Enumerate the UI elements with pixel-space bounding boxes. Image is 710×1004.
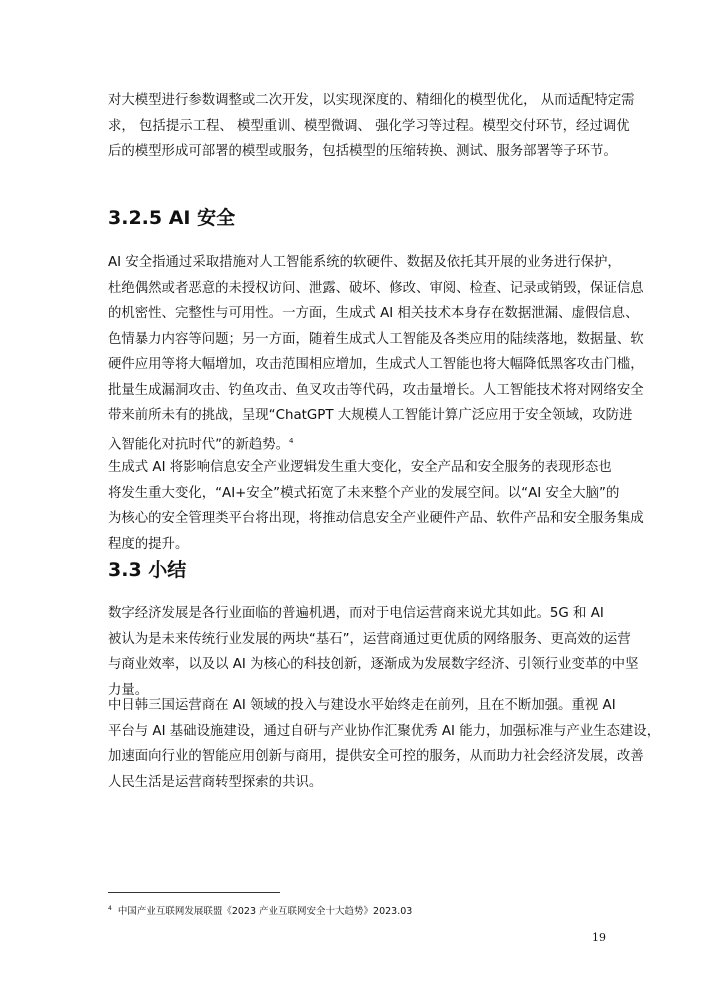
section-heading-summary: 3.3 小结 [108,559,187,581]
text-line: 被认为是未来传统行业发展的两块“基石”，运营商通过更优质的网络服务、更高效的运营 [108,631,631,647]
footnote-divider [108,892,280,893]
paragraph-summary-digital-economy [108,601,639,703]
text-line: 程度的提升。 [108,536,189,552]
text-line: AI 安全指通过采取措施对人工智能系统的软硬件、数据及依托其开展的业务进行保护， [108,255,621,270]
text-line: 为核心的安全管理类平台将出现，将推动信息安全产业硬件产品、软件产品和安全服务集成 [108,511,644,526]
text-line: 数字经济发展是各行业面临的普遍机遇，而对于电信运营商来说尤其如此。5G 和 AI [108,606,604,621]
footnote-text: 中国产业互联网发展联盟《2023 产业互联网安全十大趋势》2023.03 [117,906,413,918]
text-line: 硬件应用等将大幅增加，攻击范围相应增加，生成式人工智能也将大幅降低黑客攻击门槛， [108,357,644,372]
section-heading-ai-security: 3.2.5 AI 安全 [108,207,236,229]
text-line: 加速面向行业的智能应用创新与商用，提供安全可控的服务，从而助力社会经济发展，改善 [108,749,644,764]
page-number: 19 [592,931,606,944]
text-fragment: 入智能化对抗时代”的新趋势。 [108,436,290,452]
text-line: 带来前所未有的挑战，呈现“ChatGPT 大规模人工智能计算广泛应用于安全领域，攻防进 [108,408,633,423]
text-line: 批量生成漏洞攻击、钓鱼攻击、鱼叉攻击等代码，攻击量增长。人工智能技术将对网络安全 [108,382,644,398]
text-line: 将发生重大变化，“AI+安全”模式拓宽了未来整个产业的发展空间。以“AI 安全大脑”的 [108,485,620,501]
footnote-mark: 4 [108,905,112,912]
paragraph-ai-security-definition [108,250,644,454]
footnote-reference[interactable]: 4 [289,436,294,445]
paragraph-model-delivery [108,88,635,165]
text-line: 中日韩三国运营商在 AI 领域的投入与建设水平始终走在前列，且在不断加强。重视 AI [108,698,616,713]
paragraph-ai-security-industry [108,455,644,557]
text-line: 色情暴力内容等问题；另一方面，随着生成式人工智能及各类应用的陆续落地，数据量、软 [108,331,644,347]
text-line: 后的模型形成可部署的模型或服务，包括模型的压缩转换、测试、服务部署等子环节。 [108,144,617,159]
text-line: 生成式 AI 将影响信息安全产业逻辑发生重大变化，安全产品和安全服务的表现形态也 [108,460,612,475]
text-line: 对大模型进行参数调整或二次开发，以实现深度的、精细化的模型优化， 从而适配特定需 [108,93,635,108]
text-line: 力量。 [108,682,149,698]
text-line: 平台与 AI 基础设施建设，通过自研与产业协作汇聚优秀 AI 能力，加强标准与产业生态建设， [108,723,661,739]
text-line: 求， 包括提示工程、 模型重训、模型微调、 强化学习等过程。模型交付环节，经过调优 [108,118,630,134]
footnote [108,902,412,919]
text-line: 的机密性、完整性与可用性。一方面，生成式 AI 相关技术本身存在数据泄漏、虚假信息、 [108,306,639,321]
text-line [108,429,608,455]
text-line: 与商业效率，以及以 AI 为核心的科技创新，逐渐成为发展数字经济、引领行业变革的中坚 [108,657,639,672]
text-line: 杜绝偶然或者恶意的未授权访问、泄露、破坏、修改、审阅、检查、记录或销毁，保证信息 [108,280,644,296]
text-line: 人民生活是运营商转型探索的共识。 [108,774,323,790]
paragraph-summary-operators [108,693,661,795]
